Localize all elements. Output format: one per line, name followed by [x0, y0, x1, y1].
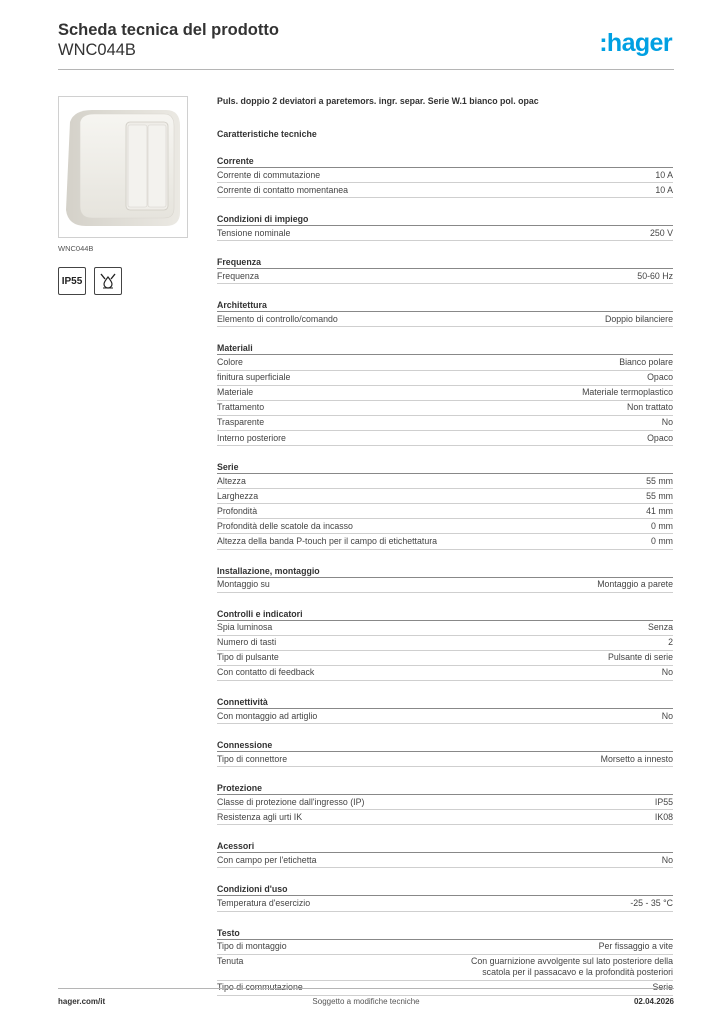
spec-section-title: Serie	[217, 460, 673, 474]
spec-value: Materiale termoplastico	[582, 387, 673, 398]
spec-label: Con campo per l'etichetta	[217, 854, 317, 865]
spec-label: Con montaggio ad artiglio	[217, 710, 318, 721]
spec-label: Numero di tasti	[217, 637, 277, 648]
spec-section	[217, 781, 673, 825]
drop-triangle-icon	[98, 271, 118, 291]
spec-value: Montaggio a parete	[597, 579, 673, 590]
spec-section	[217, 298, 673, 327]
spec-section	[217, 882, 673, 911]
spec-value: Opaco	[647, 432, 673, 443]
footer-divider	[58, 988, 674, 989]
spec-section-title: Corrente	[217, 154, 673, 168]
spec-section	[217, 154, 673, 198]
spec-label: Con contatto di feedback	[217, 667, 315, 678]
spec-label: Tipo di pulsante	[217, 652, 279, 663]
spec-value: 0 mm	[651, 536, 673, 546]
spec-value: 55 mm	[646, 490, 673, 501]
spec-value: Doppio bilanciere	[605, 313, 673, 324]
spec-row	[217, 474, 673, 489]
spec-row	[217, 709, 673, 724]
spec-section-title: Connessione	[217, 738, 673, 752]
certification-badges	[58, 267, 188, 295]
spec-value: No	[661, 667, 673, 678]
spec-row	[217, 312, 673, 327]
product-code: WNC044B	[58, 41, 136, 59]
spec-row	[217, 795, 673, 810]
spec-label: finitura superficiale	[217, 372, 291, 383]
header-divider	[58, 69, 674, 70]
spec-value: Opaco	[647, 372, 673, 383]
product-description: Puls. doppio 2 deviatori a paretemors. ingr. separ. Serie W.1 bianco pol. opac	[217, 96, 539, 106]
spec-section	[217, 926, 673, 996]
spec-section	[217, 839, 673, 868]
spec-row	[217, 534, 673, 549]
spec-label: Resistenza agli urti IK	[217, 811, 303, 822]
spec-row	[217, 355, 673, 370]
spec-row	[217, 955, 673, 981]
spec-section-title: Testo	[217, 926, 673, 940]
spec-section-title: Installazione, montaggio	[217, 564, 673, 578]
spec-section-title: Frequenza	[217, 255, 673, 269]
spec-value: 50-60 Hz	[637, 270, 673, 281]
spec-value: 2	[668, 637, 673, 648]
spec-label: Tipo di connettore	[217, 753, 288, 764]
spec-section-title: Condizioni di impiego	[217, 212, 673, 226]
spec-value: Bianco polare	[619, 357, 673, 368]
spec-label: Frequenza	[217, 270, 260, 281]
section-heading: Caratteristiche tecniche	[217, 129, 317, 139]
spec-label: Profondità	[217, 505, 258, 516]
product-panel	[58, 96, 188, 295]
spec-section	[217, 564, 673, 593]
spec-value: No	[661, 854, 673, 865]
spec-row	[217, 168, 673, 183]
spec-value: IP55	[654, 796, 673, 807]
weather-protection-icon	[94, 267, 122, 295]
spec-label: Trattamento	[217, 402, 265, 413]
spec-row	[217, 269, 673, 284]
spec-value: IK08	[654, 811, 673, 822]
footer-date: 02.04.2026	[633, 997, 674, 1006]
spec-value: 41 mm	[646, 505, 673, 516]
spec-value: 10 A	[655, 184, 673, 195]
spec-label: Interno posteriore	[217, 432, 286, 443]
spec-value: Per fissaggio a vite	[598, 941, 673, 952]
spec-label: Altezza	[217, 475, 246, 486]
spec-section	[217, 695, 673, 724]
spec-label: Colore	[217, 357, 243, 368]
product-image	[62, 100, 184, 234]
spec-section-title: Connettività	[217, 695, 673, 709]
spec-row	[217, 896, 673, 911]
spec-value: Con guarnizione avvolgente sul lato posteriore della scatola per il passacavo e la profondità posteriori	[471, 956, 673, 978]
spec-label: Materiale	[217, 387, 254, 398]
spec-value: 0 mm	[651, 520, 673, 531]
product-caption: WNC044B	[58, 244, 94, 253]
spec-section	[217, 738, 673, 767]
spec-label: Spia luminosa	[217, 622, 273, 633]
footer-note: Soggetto a modifiche tecniche	[312, 997, 420, 1006]
spec-sections	[217, 154, 673, 996]
spec-row	[217, 226, 673, 241]
spec-row	[217, 636, 673, 651]
spec-row	[217, 183, 673, 198]
spec-row	[217, 666, 673, 681]
page-title: Scheda tecnica del prodotto	[58, 21, 279, 39]
spec-value: Non trattato	[627, 402, 673, 413]
spec-section	[217, 607, 673, 681]
footer-website-link[interactable]: hager.com/it	[58, 997, 106, 1006]
spec-row	[217, 853, 673, 868]
spec-row	[217, 752, 673, 767]
spec-row	[217, 651, 673, 666]
product-image-frame	[58, 96, 188, 238]
page-header	[58, 20, 674, 70]
spec-section-title: Acessori	[217, 839, 673, 853]
spec-label: Corrente di contatto momentanea	[217, 184, 349, 195]
spec-value: 10 A	[655, 169, 673, 180]
spec-label: Profondità delle scatole da incasso	[217, 520, 353, 531]
spec-value: 250 V	[650, 227, 673, 238]
spec-section	[217, 341, 673, 446]
spec-section-title: Condizioni d'uso	[217, 882, 673, 896]
spec-value: 55 mm	[646, 475, 673, 486]
spec-value: Senza	[648, 622, 673, 633]
spec-label: Tenuta	[217, 956, 244, 967]
hager-logo: :hager	[599, 29, 672, 57]
spec-row	[217, 371, 673, 386]
spec-label: Altezza della banda P-touch per il campo di etichettatura	[217, 536, 438, 546]
spec-section	[217, 255, 673, 284]
spec-label: Montaggio su	[217, 579, 270, 590]
spec-row	[217, 431, 673, 446]
spec-row	[217, 940, 673, 955]
ip55-badge: IP55	[58, 267, 86, 295]
spec-row	[217, 401, 673, 416]
spec-value: -25 - 35 °C	[630, 898, 673, 909]
spec-label: Temperatura d'esercizio	[217, 898, 311, 909]
spec-row	[217, 489, 673, 504]
spec-section-title: Materiali	[217, 341, 673, 355]
spec-value: No	[661, 417, 673, 428]
spec-row	[217, 621, 673, 636]
spec-row	[217, 504, 673, 519]
spec-section	[217, 460, 673, 549]
spec-label: Corrente di commutazione	[217, 169, 321, 180]
spec-section-title: Protezione	[217, 781, 673, 795]
spec-row	[217, 810, 673, 825]
spec-label: Trasparente	[217, 417, 265, 428]
spec-label: Tipo di montaggio	[217, 941, 287, 952]
spec-section-title: Architettura	[217, 298, 673, 312]
spec-value: No	[661, 710, 673, 721]
spec-value: Morsetto a innesto	[600, 753, 673, 764]
spec-label: Larghezza	[217, 490, 259, 501]
spec-label: Classe di protezione dall'ingresso (IP)	[217, 796, 365, 807]
spec-label: Elemento di controllo/comando	[217, 313, 338, 324]
spec-section	[217, 212, 673, 241]
spec-row	[217, 519, 673, 534]
spec-section-title: Controlli e indicatori	[217, 607, 673, 621]
spec-row	[217, 578, 673, 593]
technical-data	[217, 96, 673, 996]
spec-row	[217, 416, 673, 431]
spec-value: Pulsante di serie	[607, 652, 673, 663]
spec-row	[217, 386, 673, 401]
spec-label: Tensione nominale	[217, 227, 291, 238]
